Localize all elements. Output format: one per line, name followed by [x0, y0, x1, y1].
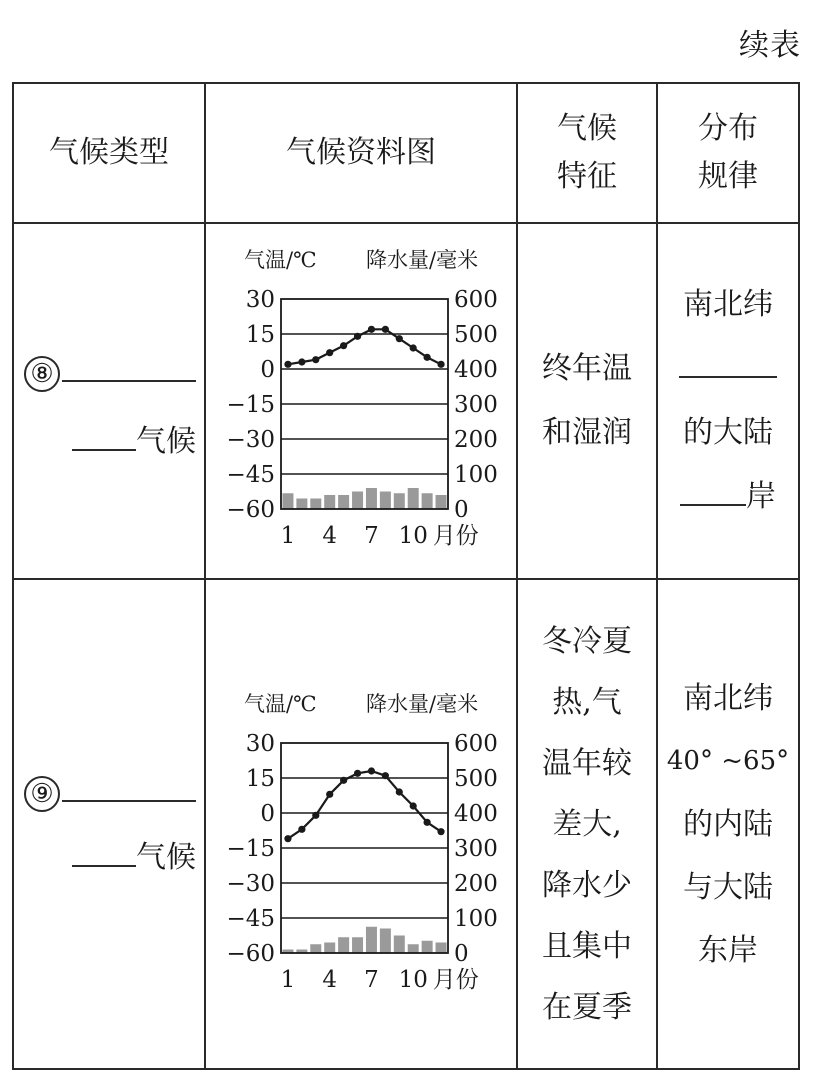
distribution-line: [658, 465, 798, 529]
distribution-cell: [657, 223, 799, 579]
climate-chart-8: [206, 224, 518, 574]
temp-tick-label: −45: [226, 906, 275, 932]
month-tick-label: 4: [322, 967, 338, 993]
precip-bar: [366, 488, 377, 509]
temperature-point: [312, 812, 319, 819]
temperature-point: [326, 349, 333, 356]
distribution-line: 东岸: [698, 932, 758, 968]
answer-blank[interactable]: [680, 476, 746, 506]
precip-tick-label: 300: [454, 392, 498, 418]
features-cell: [517, 579, 657, 1069]
temperature-point: [284, 835, 291, 842]
header-type: 气候类型: [13, 83, 205, 223]
precip-bar: [436, 495, 447, 509]
temp-tick-label: −45: [226, 462, 275, 488]
temperature-point: [396, 788, 403, 795]
temperature-point: [424, 819, 431, 826]
temp-axis-label: 气温/℃: [244, 248, 317, 272]
precip-axis-label: 降水量/毫米: [366, 692, 479, 716]
temp-tick-label: −30: [226, 427, 275, 453]
temperature-point: [382, 326, 389, 333]
precip-bar: [324, 943, 335, 954]
header-features-line: 特征: [557, 159, 617, 194]
distribution-line: 南北纬: [683, 680, 773, 716]
temp-axis-label: 气温/℃: [244, 692, 317, 716]
climate-suffix: 气候: [136, 840, 196, 875]
precip-bar: [422, 941, 433, 953]
feature-line: 温年较: [542, 745, 632, 781]
precip-bar: [408, 488, 419, 509]
precip-bar: [338, 937, 349, 953]
temperature-point: [437, 828, 444, 835]
month-tick-label: 4: [322, 523, 338, 549]
answer-blank[interactable]: [62, 772, 196, 802]
temp-tick-label: 15: [245, 766, 275, 792]
temperature-point: [298, 358, 305, 365]
precip-bar: [380, 929, 391, 954]
precip-bar: [366, 927, 377, 953]
month-axis-suffix: 月份: [432, 967, 479, 993]
month-axis-suffix: 月份: [432, 523, 479, 549]
precip-bar: [282, 493, 293, 509]
temperature-point: [410, 344, 417, 351]
distribution-suffix: 岸: [746, 479, 776, 514]
temperature-point: [340, 777, 347, 784]
answer-blank[interactable]: [72, 837, 136, 867]
month-tick-label: 7: [364, 967, 379, 993]
temp-tick-label: −30: [226, 871, 275, 897]
table-row: [13, 223, 799, 579]
precip-bar: [422, 493, 433, 509]
precip-tick-label: 0: [454, 941, 469, 967]
feature-line: 热,气: [552, 684, 622, 720]
distribution-line: 40° ~65°: [666, 745, 790, 776]
temperature-point: [354, 333, 361, 340]
chart-cell: [205, 579, 517, 1069]
precip-tick-label: 300: [454, 836, 498, 862]
precip-bar: [352, 492, 363, 510]
precip-bar: [380, 492, 391, 510]
distribution-cell: [657, 579, 799, 1069]
temperature-point: [312, 356, 319, 363]
temperature-point: [368, 326, 375, 333]
distribution-line: 的大陆: [683, 415, 773, 450]
features-cell: [517, 223, 657, 579]
precip-bar: [436, 943, 447, 954]
distribution-line: 南北纬: [683, 287, 773, 322]
distribution-line: [658, 337, 798, 401]
row-number: ⑨: [24, 776, 60, 812]
temperature-point: [410, 802, 417, 809]
precip-tick-label: 200: [454, 427, 498, 453]
type-number-line: [24, 772, 196, 812]
precip-tick-label: 600: [454, 287, 498, 313]
precip-bar: [394, 936, 405, 954]
climate-suffix: 气候: [136, 424, 196, 459]
temperature-point: [354, 770, 361, 777]
precip-bar: [324, 495, 335, 509]
precip-tick-label: 0: [454, 497, 469, 523]
answer-blank[interactable]: [72, 421, 136, 451]
header-distribution-line: 规律: [698, 159, 758, 194]
climate-type-cell: [13, 579, 205, 1069]
month-tick-label: 1: [280, 523, 296, 549]
precip-axis-label: 降水量/毫米: [366, 248, 479, 272]
type-suffix-line: [72, 832, 196, 876]
header-row: [13, 83, 799, 223]
table-row: [13, 579, 799, 1069]
header-distribution-line: 分布: [698, 111, 758, 146]
temp-tick-label: −15: [226, 392, 275, 418]
precip-bar: [338, 495, 349, 509]
month-tick-label: 10: [398, 967, 428, 993]
temperature-point: [326, 791, 333, 798]
precip-tick-label: 200: [454, 871, 498, 897]
row-number: ⑧: [24, 356, 60, 392]
precip-tick-label: 400: [454, 357, 498, 383]
temp-tick-label: −60: [226, 497, 275, 523]
temp-tick-label: −60: [226, 941, 275, 967]
header-chart: 气候资料图: [205, 83, 517, 223]
temp-tick-label: −15: [226, 836, 275, 862]
temperature-point: [396, 335, 403, 342]
temperature-point: [368, 767, 375, 774]
temperature-point: [382, 772, 389, 779]
temp-tick-label: 15: [245, 322, 275, 348]
temperature-line: [288, 771, 441, 839]
answer-blank[interactable]: [679, 348, 777, 378]
precip-bar: [310, 944, 321, 953]
climate-table: [12, 82, 800, 1070]
precip-bar: [352, 937, 363, 953]
precip-tick-label: 400: [454, 801, 498, 827]
type-number-line: [24, 352, 196, 392]
precip-tick-label: 100: [454, 462, 498, 488]
temp-tick-label: 30: [245, 731, 275, 757]
temp-tick-label: 30: [245, 287, 275, 313]
feature-line: 差大,: [552, 806, 622, 842]
answer-blank[interactable]: [62, 352, 196, 382]
feature-line: 和湿润: [542, 415, 632, 450]
feature-line: 终年温: [542, 351, 632, 386]
header-features: [517, 83, 657, 223]
temp-tick-label: 0: [260, 801, 275, 827]
precip-tick-label: 100: [454, 906, 498, 932]
climate-chart-9: [206, 622, 518, 1022]
header-features-line: 气候: [557, 111, 617, 146]
feature-line: 降水少: [542, 867, 632, 903]
temperature-point: [284, 361, 291, 368]
distribution-line: 与大陆: [683, 869, 773, 905]
month-tick-label: 7: [364, 523, 379, 549]
feature-line: 且集中: [542, 928, 632, 964]
temperature-point: [298, 826, 305, 833]
type-suffix-line: [72, 416, 196, 460]
header-distribution: [657, 83, 799, 223]
chart-cell: [205, 223, 517, 579]
precip-bar: [296, 499, 307, 510]
precip-bar: [394, 493, 405, 509]
climate-type-cell: [13, 223, 205, 579]
month-tick-label: 10: [398, 523, 428, 549]
temp-tick-label: 0: [260, 357, 275, 383]
precip-bar: [310, 499, 321, 510]
precip-tick-label: 500: [454, 766, 498, 792]
precip-tick-label: 600: [454, 731, 498, 757]
precip-bar: [408, 944, 419, 953]
feature-line: 在夏季: [542, 989, 632, 1025]
month-tick-label: 1: [280, 967, 296, 993]
temperature-point: [424, 354, 431, 361]
precip-tick-label: 500: [454, 322, 498, 348]
feature-line: 冬冷夏: [542, 623, 632, 659]
temperature-point: [437, 361, 444, 368]
temperature-point: [340, 342, 347, 349]
continued-label: 续表: [739, 28, 801, 63]
distribution-line: 的内陆: [683, 806, 773, 842]
